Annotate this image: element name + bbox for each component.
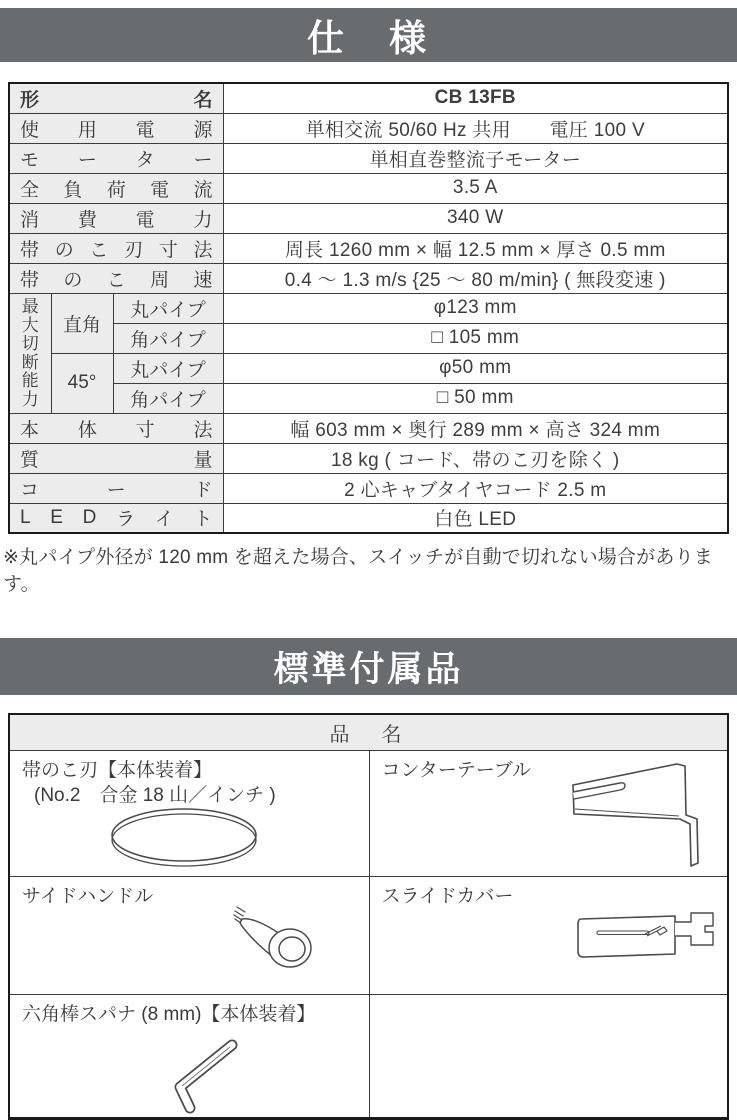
accessory-band-saw-blade: [9, 750, 369, 876]
table-row: [9, 443, 728, 473]
table-row: [9, 750, 728, 876]
accessory-name: スライドカバー: [381, 885, 514, 907]
spec-label-model: 形 名: [20, 89, 213, 111]
table-row: [9, 143, 728, 173]
table-row: [9, 994, 728, 1118]
spec-value-blade-size: 周長 1260 mm × 幅 12.5 mm × 厚さ 0.5 mm: [223, 233, 728, 263]
table-row: [9, 383, 728, 413]
spec-label-weight: 質 量: [20, 449, 213, 471]
spec-label-right-angle: 直角: [51, 293, 113, 353]
accessory-hex-wrench: [9, 994, 369, 1118]
accessory-contour-table: [369, 750, 728, 876]
spec-label-square-pipe: 角パイプ: [113, 383, 223, 413]
contour-table-image: [557, 755, 717, 873]
accessory-name: コンターテーブル: [381, 759, 532, 781]
table-row: [9, 353, 728, 383]
spec-label-blade-speed: 帯 の こ 周 速: [20, 269, 213, 291]
accessory-name: サイドハンドル: [22, 885, 154, 907]
accessory-empty-cell: [369, 994, 728, 1118]
specifications-header-bar: [0, 8, 737, 62]
table-row: [9, 83, 728, 113]
table-row: [9, 876, 728, 994]
spec-label-full-load-current: 全 負 荷 電 流: [20, 179, 213, 201]
table-row: [9, 113, 728, 143]
table-row: [9, 413, 728, 443]
spec-value-weight: 18 kg ( コード、帯のこ刃を除く ): [223, 443, 728, 473]
side-handle-image: [228, 903, 323, 973]
spec-value-45-round: φ50 mm: [223, 353, 728, 383]
spec-value-right-round: φ123 mm: [223, 293, 728, 323]
accessory-slide-cover: [369, 876, 728, 994]
spec-label-45deg: 45°: [51, 353, 113, 413]
accessory-name: 帯のこ刃【本体装着】: [22, 759, 213, 781]
spec-label-round-pipe: 丸パイプ: [113, 353, 223, 383]
spec-value-power-source: 単相交流 50/60 Hz 共用 電圧 100 V: [223, 113, 728, 143]
spec-label-cord: コ ー ド: [20, 479, 213, 501]
spec-value-cord: 2 心キャブタイヤコード 2.5 m: [223, 473, 728, 503]
footnote: ※丸パイプ外径が 120 mm を超えた場合、スイッチが自動で切れない場合があります。: [3, 547, 713, 595]
spec-label-blade-size: 帯 の こ 刃 寸 法: [20, 239, 213, 261]
spec-value-motor: 単相直巻整流子モーター: [223, 143, 728, 173]
table-row: [9, 173, 728, 203]
spec-value-power-consumption: 340 W: [223, 203, 728, 233]
table-row: [9, 263, 728, 293]
spec-value-full-load-current: 3.5 A: [223, 173, 728, 203]
spec-label-square-pipe: 角パイプ: [113, 323, 223, 353]
spec-value-led-light: 白色 LED: [223, 503, 728, 533]
band-saw-blade-image: [108, 803, 260, 873]
spec-label-motor: モ ー タ ー: [20, 149, 213, 171]
table-row: [9, 293, 728, 323]
spec-table: [8, 82, 729, 534]
spec-value-right-square: □ 105 mm: [223, 323, 728, 353]
spec-value-body-dimensions: 幅 603 mm × 奥行 289 mm × 高さ 324 mm: [223, 413, 728, 443]
accessories-title: 標準付属品: [273, 649, 464, 689]
spec-value-45-square: □ 50 mm: [223, 383, 728, 413]
spec-label-body-dimensions: 本 体 寸 法: [20, 419, 213, 441]
table-row: [9, 714, 728, 750]
spec-value-model: CB 13FB: [223, 83, 728, 113]
spec-label-led-light: L E D ラ イ ト: [20, 506, 213, 531]
spec-label-power-consumption: 消 費 電 力: [20, 209, 213, 231]
table-row: [9, 503, 728, 533]
table-row: [9, 233, 728, 263]
accessories-table: [8, 713, 729, 1120]
table-row: [9, 473, 728, 503]
hex-wrench-image: [162, 1037, 244, 1117]
spec-label-round-pipe: 丸パイプ: [113, 293, 223, 323]
accessory-name: 六角棒スパナ (8 mm)【本体装着】: [22, 1003, 316, 1025]
specifications-title: 仕 様: [307, 18, 430, 59]
accessories-header-bar: [0, 638, 737, 695]
spec-label-max-cutting-capacity: 最 大 切 断 能 力: [21, 297, 39, 409]
accessories-column-header: 品 名: [9, 714, 728, 750]
accessory-side-handle: [9, 876, 369, 994]
slide-cover-image: [575, 907, 725, 965]
table-row: [9, 203, 728, 233]
accessory-detail: (No.2 合金 18 山／インチ ): [34, 785, 276, 807]
spec-label-power-source: 使 用 電 源: [20, 119, 213, 141]
spec-value-blade-speed: 0.4 ～ 1.3 m/s {25 ～ 80 m/min} ( 無段変速 ): [223, 263, 728, 293]
table-row: [9, 323, 728, 353]
